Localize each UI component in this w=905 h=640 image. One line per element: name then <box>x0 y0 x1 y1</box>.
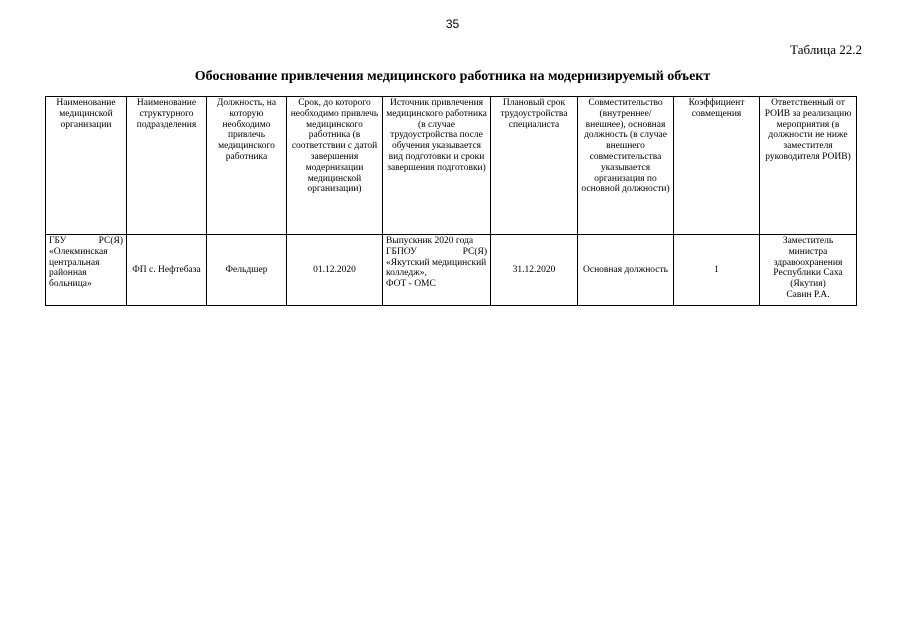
table-label: Таблица 22.2 <box>790 42 862 57</box>
source-graduate: Выпускник 2020 года <box>386 236 474 246</box>
cell-coefficient: 1 <box>674 235 760 306</box>
responsible-position: Заместитель министра здравоохранения Республики Саха (Якутия) <box>773 236 843 290</box>
organization-type: ГБУ <box>49 236 67 246</box>
cell-deadline: 01.12.2020 <box>287 235 383 306</box>
responsible-name: Савин Р.А. <box>786 289 830 300</box>
header-planned-date: Плановый срок трудоустройства специалиста <box>491 97 578 235</box>
organization-name: «Олекминская центральная районная больница» <box>49 246 108 290</box>
cell-position: Фельдшер <box>207 235 287 306</box>
header-coefficient: Коэффициент совмещения <box>674 97 760 235</box>
source-institution-type: ГБПОУ <box>386 246 417 257</box>
header-source: Источник привлечения медицинского работника (в случае трудоустройства после обучения указывается вид подготовки и сроки завершения подготовки) <box>383 97 491 235</box>
header-responsible: Ответственный от РОИВ за реализацию мероприятия (в должности не ниже заместителя руководителя РОИВ) <box>760 97 857 235</box>
cell-organization <box>46 235 127 306</box>
source-institution-region: РС(Я) <box>462 246 487 257</box>
cell-planned-date: 31.12.2020 <box>491 235 578 306</box>
cell-source <box>383 235 491 306</box>
source-institution-name: «Якутский медицинский колледж», <box>386 257 487 279</box>
cell-subdivision: ФП с. Нефтебаза <box>127 235 207 306</box>
cell-combination: Основная должность <box>578 235 674 306</box>
staffing-justification-table <box>45 96 857 306</box>
table-header-row <box>46 97 857 235</box>
page-number: 35 <box>445 17 460 31</box>
cell-responsible <box>760 235 857 306</box>
document-title: Обоснование привлечения медицинского работника на модернизируемый объект <box>194 69 711 84</box>
source-funding: ФОТ - ОМС <box>386 279 436 290</box>
header-combination: Совместительство (внутреннее/ внешнее), основная должность (в случае внешнего совместительства указывается организация по основной должности) <box>578 97 674 235</box>
table-row <box>46 235 857 306</box>
header-subdivision: Наименование структурного подразделения <box>127 97 207 235</box>
header-organization: Наименование медицинской организации <box>46 97 127 235</box>
header-deadline: Срок, до которого необходимо привлечь медицинского работника (в соответствии с датой завершения модернизации медицинской организации) <box>287 97 383 235</box>
organization-region: РС(Я) <box>98 236 123 246</box>
header-position: Должность, на которую необходимо привлечь медицинского работника <box>207 97 287 235</box>
